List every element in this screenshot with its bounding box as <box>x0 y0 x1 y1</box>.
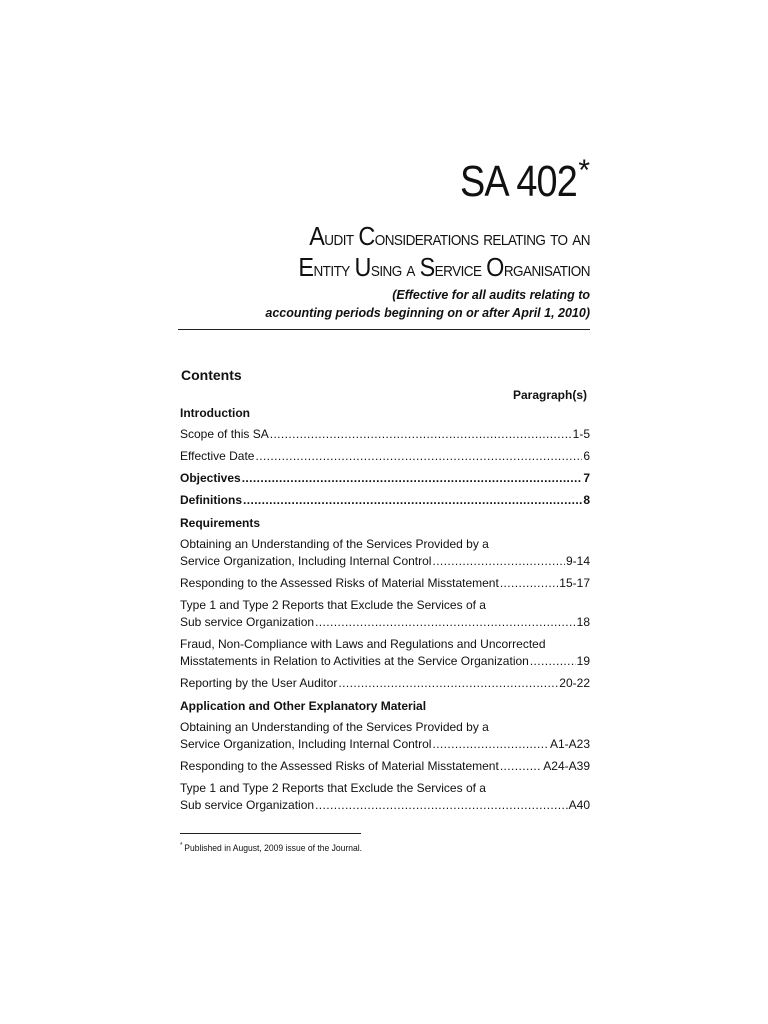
dot-leader <box>432 553 565 570</box>
toc-entry-text: Reporting by the User Auditor <box>180 676 338 690</box>
toc-paragraph-ref: A1-A23 <box>549 737 590 751</box>
footnote <box>180 842 362 854</box>
toc-entry-line <box>180 575 590 592</box>
footnote-text: Published in August, 2009 issue of the Journal. <box>184 843 363 855</box>
toc-entry <box>180 675 590 692</box>
toc-entry <box>180 780 590 814</box>
toc-entry <box>180 597 590 631</box>
toc-entry <box>180 470 590 487</box>
toc-entry-line <box>180 675 590 692</box>
heading-line-1 <box>298 222 590 253</box>
toc-entry <box>180 575 590 592</box>
dot-leader <box>338 675 558 692</box>
toc-entry-line <box>180 758 590 775</box>
dot-leader <box>243 492 582 509</box>
toc-entry-text: Effective Date <box>180 449 255 463</box>
heading-initial: O <box>486 252 504 282</box>
heading-line-2 <box>298 253 590 284</box>
toc-entry-text: Sub service Organization <box>180 798 315 812</box>
toc-entry-text: Service Organization, Including Internal Control <box>180 737 432 751</box>
dot-leader <box>255 448 582 465</box>
toc-entry-line <box>180 736 590 753</box>
toc-entry-text: Objectives <box>180 471 241 485</box>
toc-section-title: Application and Other Explanatory Material <box>180 699 427 713</box>
toc-entry-text: Type 1 and Type 2 Reports that Exclude the Services of a <box>180 598 486 612</box>
toc-entry-text: Obtaining an Understanding of the Services Provided by a <box>180 720 489 734</box>
effective-line-2: accounting periods beginning on or after April 1, 2010) <box>265 306 590 320</box>
heading-initial: S <box>419 252 435 282</box>
contents-title: Contents <box>181 367 242 383</box>
footnote-divider <box>180 833 361 834</box>
heading-word-rest: udit <box>324 227 359 250</box>
heading-word-rest: ervice <box>434 258 487 281</box>
toc-entry-line <box>180 492 590 509</box>
standard-title <box>441 154 590 206</box>
toc-paragraph-ref: 6 <box>583 449 590 463</box>
dot-leader <box>242 470 583 487</box>
toc-entry-text: Service Organization, Including Internal Control <box>180 554 432 568</box>
toc-paragraph-ref: 18 <box>576 615 590 629</box>
toc-paragraph-ref: 1-5 <box>572 427 590 441</box>
toc-entry-line <box>180 797 590 814</box>
dot-leader <box>500 575 558 592</box>
toc-entry-text: Fraud, Non-Compliance with Laws and Regulations and Uncorrected <box>180 637 546 651</box>
toc-paragraph-ref: 20-22 <box>559 676 590 690</box>
heading-initial: E <box>298 252 314 282</box>
dot-leader <box>530 653 576 670</box>
toc-entry <box>180 426 590 443</box>
toc-paragraph-ref: 19 <box>576 654 590 668</box>
dot-leader <box>432 736 549 753</box>
heading-word-rest: ntity <box>313 258 355 281</box>
toc-entry <box>180 448 590 465</box>
toc-entry <box>180 758 590 775</box>
toc-section-title: Introduction <box>180 406 250 420</box>
toc-entry-text: Obtaining an Understanding of the Services Provided by a <box>180 537 489 551</box>
toc-entry-line <box>180 426 590 443</box>
heading-word-rest: rganisation <box>503 258 590 281</box>
heading-initial: C <box>358 221 375 251</box>
toc-entry-text: Type 1 and Type 2 Reports that Exclude the Services of a <box>180 781 486 795</box>
toc-entry-text: Scope of this SA <box>180 427 269 441</box>
footnote-mark: * <box>180 842 183 849</box>
toc-paragraph-ref: A24-A39 <box>543 759 590 773</box>
toc-entry-text: Misstatements in Relation to Activities at the Service Organization <box>180 654 529 668</box>
toc-entry-line <box>180 470 590 487</box>
footnote-marker: * <box>578 154 590 187</box>
toc-paragraph-ref: 9-14 <box>565 554 590 568</box>
toc-section-title: Requirements <box>180 516 261 530</box>
dot-leader <box>315 797 568 814</box>
heading-word-rest: sing a <box>370 258 420 281</box>
effective-line-1: (Effective for all audits relating to <box>392 288 590 302</box>
heading-initial: A <box>309 221 325 251</box>
standard-number: SA 402 <box>460 157 578 206</box>
toc-paragraph-ref: 15-17 <box>559 576 590 590</box>
toc-entry-text: Definitions <box>180 493 242 507</box>
toc-entry-text: Responding to the Assessed Risks of Material Misstatement <box>180 759 499 773</box>
toc-entry-text: Sub service Organization <box>180 615 315 629</box>
toc-entry <box>180 536 590 570</box>
dot-leader <box>315 614 576 631</box>
toc-entry <box>180 719 590 753</box>
dot-leader <box>270 426 572 443</box>
title-divider <box>178 329 590 330</box>
toc-paragraph-ref: A40 <box>568 798 590 812</box>
table-of-contents <box>180 404 590 819</box>
toc-entry-line <box>180 553 590 570</box>
toc-entry-line <box>180 614 590 631</box>
toc-entry-line <box>180 653 590 670</box>
dot-leader <box>500 758 542 775</box>
paragraph-label: Paragraph(s) <box>512 388 587 402</box>
toc-entry-line <box>180 448 590 465</box>
document-heading <box>266 222 590 284</box>
effective-note <box>265 286 590 322</box>
toc-paragraph-ref: 7 <box>583 471 590 485</box>
toc-paragraph-ref: 8 <box>583 493 590 507</box>
toc-entry-text: Responding to the Assessed Risks of Material Misstatement <box>180 576 499 590</box>
toc-entry <box>180 636 590 670</box>
toc-entry <box>180 492 590 509</box>
heading-word-rest: onsiderations relating to an <box>374 227 590 250</box>
heading-initial: U <box>354 252 371 282</box>
